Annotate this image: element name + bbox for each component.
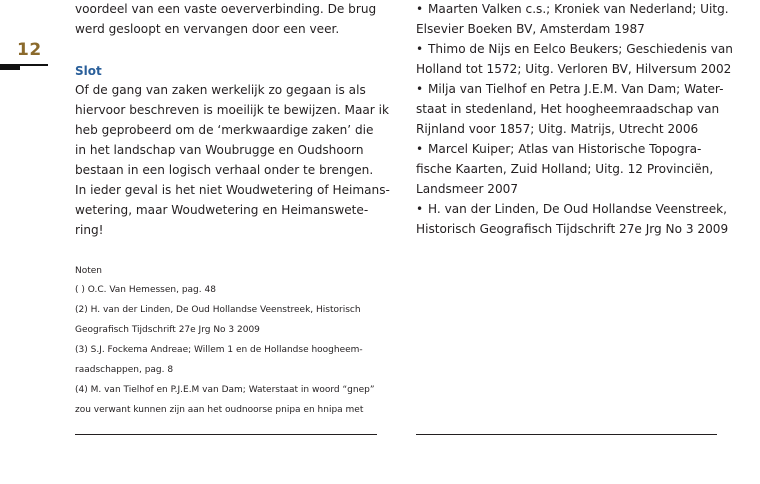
note-line: zou verwant kunnen zijn aan het oudnoorse pnipa en hnipa met xyxy=(75,405,364,415)
note-line: ( ) O.C. Van Hemessen, pag. 48 xyxy=(75,285,216,295)
bullet-icon: • xyxy=(416,2,424,16)
reference-text: Thimo de Nijs en Eelco Beukers; Geschiedenis van xyxy=(428,42,733,56)
text-line: In ieder geval is het niet Woudwetering of Heimans- xyxy=(75,183,390,197)
text-line xyxy=(416,79,733,99)
text-line: staat in stedenland, Het hoogheemraadschap van xyxy=(416,102,720,116)
text-line: wetering, maar Woudwetering en Heimanswete- xyxy=(75,203,369,217)
reference-text: H. van der Linden, De Oud Hollandse Veenstreek, xyxy=(428,202,728,216)
section-heading-slot: Slot xyxy=(75,64,102,78)
text-line: voordeel van een vaste oeververbinding. De brug xyxy=(75,2,377,16)
text-line xyxy=(416,139,733,159)
text-line: in het landschap van Woubrugge en Oudshoorn xyxy=(75,143,364,157)
text-line: heb geprobeerd om de ‘merkwaardige zaken’ die xyxy=(75,123,374,137)
divider-left xyxy=(75,434,377,435)
text-line: Historisch Geografisch Tijdschrift 27e Jrg No 3 2009 xyxy=(416,222,729,236)
text-line xyxy=(416,199,733,219)
continuation-paragraph xyxy=(75,0,376,39)
page-number-bar-line xyxy=(20,64,48,66)
text-line: werd gesloopt en vervangen door een veer. xyxy=(75,22,340,36)
bullet-icon: • xyxy=(416,82,424,96)
divider-right xyxy=(416,434,717,435)
reference-item xyxy=(416,139,733,199)
text-line xyxy=(416,39,733,59)
text-line: Landsmeer 2007 xyxy=(416,182,519,196)
text-line: Holland tot 1572; Uitg. Verloren BV, Hilversum 2002 xyxy=(416,62,732,76)
note-line: (2) H. van der Linden, De Oud Hollandse Veenstreek, Historisch xyxy=(75,305,361,315)
note-line: raadschappen, pag. 8 xyxy=(75,365,174,375)
note-line: Geografisch Tijdschrift 27e Jrg No 3 2009 xyxy=(75,325,260,335)
text-line: Elsevier Boeken BV, Amsterdam 1987 xyxy=(416,22,645,36)
reference-item xyxy=(416,199,733,239)
note-line: (3) S.J. Fockema Andreae; Willem 1 en de Hollandse hoogheem- xyxy=(75,345,363,355)
page-number-bar xyxy=(0,64,20,70)
reference-list xyxy=(416,0,733,239)
text-line: fische Kaarten, Zuid Holland; Uitg. 12 Provinciën, xyxy=(416,162,714,176)
slot-paragraph xyxy=(75,80,390,240)
reference-text: Marcel Kuiper; Atlas van Historische Topogra- xyxy=(428,142,702,156)
reference-item xyxy=(416,0,733,39)
reference-item xyxy=(416,39,733,79)
reference-text: Milja van Tielhof en Petra J.E.M. Van Dam; Water- xyxy=(428,82,724,96)
reference-text: Maarten Valken c.s.; Kroniek van Nederland; Uitg. xyxy=(428,2,729,16)
notes-title: Noten xyxy=(75,266,103,276)
reference-item xyxy=(416,79,733,139)
bullet-icon: • xyxy=(416,42,424,56)
bullet-icon: • xyxy=(416,202,424,216)
text-line: hiervoor beschreven is moeilijk te bewijzen. Maar ik xyxy=(75,103,389,117)
text-line xyxy=(416,0,733,19)
text-line: bestaan in een logisch verhaal onder te brengen. xyxy=(75,163,374,177)
footnotes xyxy=(75,262,374,420)
text-line: Of de gang van zaken werkelijk zo gegaan is als xyxy=(75,83,366,97)
bullet-icon: • xyxy=(416,142,424,156)
text-line: Rijnland voor 1857; Uitg. Matrijs, Utrecht 2006 xyxy=(416,122,699,136)
text-line: ring! xyxy=(75,223,104,237)
note-line: (4) M. van Tielhof en P.J.E.M van Dam; Waterstaat in woord “gnep” xyxy=(75,385,375,395)
page-number: 12 xyxy=(17,40,42,60)
